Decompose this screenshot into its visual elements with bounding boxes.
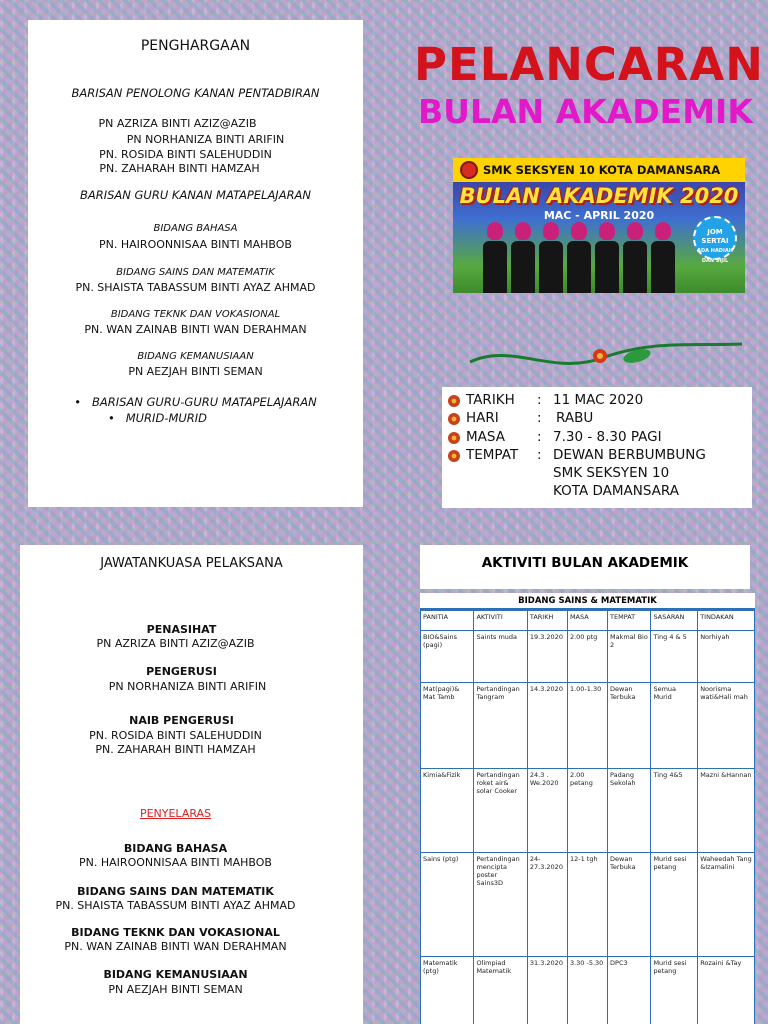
aktiviti-table [420, 610, 755, 1024]
bullet-text: BARISAN GURU-GURU MATAPELAJARAN [91, 395, 317, 409]
table-cell: 24.3 . We.2020 [527, 769, 567, 853]
table-cell: Murid sesi petang [651, 957, 698, 1024]
table-cell: Saints muda [474, 631, 527, 683]
teacher-figure [567, 222, 591, 293]
table-cell: Murid sesi petang [651, 853, 698, 957]
bullet-item: • BARISAN GURU-GURU MATAPELAJARAN [74, 395, 317, 409]
badge-line: DAN SIJIL [701, 258, 729, 264]
table-row [421, 957, 755, 1024]
bidang-name: BIDANG TEKNK DAN VOKASIONAL [71, 926, 280, 939]
teacher-figure [483, 222, 507, 293]
group1-name: PN AZRIZA BINTI AZIZ@AZIB [98, 117, 257, 130]
info-value: 7.30 - 8.30 PAGI [553, 429, 662, 445]
flower-icon [447, 394, 461, 408]
column-header: TEMPAT [608, 611, 651, 631]
bidang-name: BIDANG SAINS DAN MATEMATIK [77, 885, 274, 898]
bidang-name: BIDANG KEMANUSIAAN [137, 351, 254, 362]
bidang-name: BIDANG TEKNK DAN VOKASIONAL [110, 309, 281, 320]
info-colon: : [537, 410, 542, 426]
column-header: MASA [567, 611, 607, 631]
penghargaan-title: PENGHARGAAN [140, 38, 251, 54]
table-cell: Kimia&Fizik [421, 769, 474, 853]
role-person: PN. ROSIDA BINTI SALEHUDDIN [89, 729, 262, 742]
teacher-figure [511, 222, 535, 293]
badge-line: ADA HADIAH [697, 248, 733, 254]
bidang-name: BIDANG BAHASA [123, 842, 228, 855]
badge-line: SERTAI [701, 237, 729, 245]
group2-heading: BARISAN GURU KANAN MATAPELAJARAN [79, 188, 312, 202]
table-cell: Rozaini &Tay [698, 957, 755, 1024]
table-cell: Sains (ptg) [421, 853, 474, 957]
table-cell: Semua Murid [651, 683, 698, 769]
teacher-figure [623, 222, 647, 293]
info-label: TARIKH [466, 392, 515, 408]
table-cell: Noorisma wati&Hali mah [698, 683, 755, 769]
table-caption: BIDANG SAINS & MATEMATIK [420, 593, 755, 610]
table-cell: Padang Sekolah [608, 769, 651, 853]
bidang-person: PN. SHAISTA TABASSUM BINTI AYAZ AHMAD [55, 899, 296, 912]
group1-name: PN NORHANIZA BINTI ARIFIN [126, 133, 285, 146]
banner-dates: MAC - APRIL 2020 [543, 209, 655, 222]
table-cell: BIO&Sains (pagi) [421, 631, 474, 683]
table-header-row [421, 611, 755, 631]
table-cell: Waheedah Tang &Izamalini [698, 853, 755, 957]
bidang-person: PN. WAN ZAINAB BINTI WAN DERAHMAN [64, 940, 287, 953]
bidang-name: BIDANG BAHASA [153, 223, 238, 234]
info-colon: : [537, 429, 542, 445]
column-header: TINDAKAN [698, 611, 755, 631]
teacher-figure [595, 222, 619, 293]
role-person: PN. ZAHARAH BINTI HAMZAH [95, 743, 256, 756]
info-value: KOTA DAMANSARA [553, 483, 679, 499]
table-cell: Norhiyah [698, 631, 755, 683]
table-cell: Makmal Bio 2 [608, 631, 651, 683]
info-label: MASA [466, 429, 505, 445]
role-label: NAIB PENGERUSI [129, 714, 234, 727]
group1-heading: BARISAN PENOLONG KANAN PENTADBIRAN [71, 86, 320, 100]
table-cell: 2.00 petang [567, 769, 607, 853]
teacher-figure [539, 222, 563, 293]
penghargaan-panel [28, 20, 363, 507]
bidang-person: PN. HAIROONNISAA BINTI MAHBOB [79, 856, 272, 869]
flower-icon [447, 431, 461, 445]
banner-title: BULAN AKADEMIK 2020 [459, 184, 739, 208]
table-cell: 24-27.3.2020 [527, 853, 567, 957]
info-value: 11 MAC 2020 [553, 392, 644, 408]
table-cell: Olimpiad Matematik [474, 957, 527, 1024]
info-colon: : [537, 447, 542, 463]
school-logo-icon [460, 161, 478, 179]
bidang-name: BIDANG SAINS DAN MATEMATIK [116, 267, 275, 278]
info-value: RABU [556, 410, 594, 426]
banner-school-name: SMK SEKSYEN 10 KOTA DAMANSARA [453, 158, 745, 182]
aktiviti-title: AKTIVITI BULAN AKADEMIK [420, 545, 750, 589]
aktiviti-table-container [420, 593, 755, 1024]
role-label: PENGERUSI [146, 665, 217, 678]
bidang-person: PN. WAN ZAINAB BINTI WAN DERAHMAN [84, 323, 307, 336]
column-header: TARIKH [527, 611, 567, 631]
jawatankuasa-panel [20, 545, 363, 1024]
table-cell: DPC3 [608, 957, 651, 1024]
column-header: SASARAN [651, 611, 698, 631]
table-row [421, 683, 755, 769]
table-cell: Mat(pagi)& Mat Tamb [421, 683, 474, 769]
table-cell: 19.3.2020 [527, 631, 567, 683]
table-row [421, 853, 755, 957]
table-cell: Mazni &Hannan [698, 769, 755, 853]
column-header: PANITIA [421, 611, 474, 631]
table-cell: Pertandingan Tangram [474, 683, 527, 769]
table-cell: Dewan Terbuka [608, 683, 651, 769]
table-cell: Ting 4&5 [651, 769, 698, 853]
info-colon: : [537, 392, 542, 408]
bullet-text: MURID-MURID [125, 411, 208, 425]
info-value: SMK SEKSYEN 10 [553, 465, 670, 481]
badge-line: JOM [707, 228, 723, 236]
role-label: PENASIHAT [146, 623, 217, 636]
column-header: AKTIVITI [474, 611, 527, 631]
role-person: PN AZRIZA BINTI AZIZ@AZIB [96, 637, 255, 650]
table-cell: Ting 4 & 5 [651, 631, 698, 683]
table-cell: 1.00-1.30 [567, 683, 607, 769]
table-cell: 3.30 -5.30 [567, 957, 607, 1024]
bullet-item: • MURID-MURID [107, 411, 208, 425]
table-cell: Matematik (ptg) [421, 957, 474, 1024]
flower-vine-decoration [462, 336, 752, 378]
table-row [421, 631, 755, 683]
penyelaras-heading: PENYELARAS [139, 807, 212, 820]
info-label: HARI [466, 410, 499, 426]
page-subtitle: BULAN AKADEMIK [418, 92, 753, 131]
event-banner [453, 158, 745, 293]
bidang-person: PN AEZJAH BINTI SEMAN [108, 983, 243, 996]
bidang-person: PN. SHAISTA TABASSUM BINTI AYAZ AHMAD [75, 281, 316, 294]
role-person: PN NORHANIZA BINTI ARIFIN [108, 680, 267, 693]
bidang-person: PN AEZJAH BINTI SEMAN [128, 365, 263, 378]
info-value: DEWAN BERBUMBUNG [553, 447, 706, 463]
teacher-figure [651, 222, 675, 293]
bidang-person: PN. HAIROONNISAA BINTI MAHBOB [99, 238, 292, 251]
flower-icon [447, 449, 461, 463]
group1-name: PN. ROSIDA BINTI SALEHUDDIN [99, 148, 272, 161]
table-row [421, 769, 755, 853]
table-cell: Pertandingan mencipta poster Sains3D [474, 853, 527, 957]
table-cell: 31.3.2020 [527, 957, 567, 1024]
table-cell: 2.00 ptg [567, 631, 607, 683]
table-cell: 14.3.2020 [527, 683, 567, 769]
flower-icon [447, 412, 461, 426]
jom-sertai-badge [693, 216, 737, 264]
table-cell: 12-1 tgh [567, 853, 607, 957]
bidang-name: BIDANG KEMANUSIAAN [103, 968, 248, 981]
info-label: TEMPAT [466, 447, 519, 463]
jawatankuasa-title: JAWATANKUASA PELAKSANA [100, 556, 283, 571]
group1-name: PN. ZAHARAH BINTI HAMZAH [99, 162, 260, 175]
event-info-box [442, 387, 752, 508]
page-title: PELANCARAN [414, 38, 764, 91]
table-cell: Dewan Terbuka [608, 853, 651, 957]
table-cell: Pertandingan roket air& solar Cooker [474, 769, 527, 853]
